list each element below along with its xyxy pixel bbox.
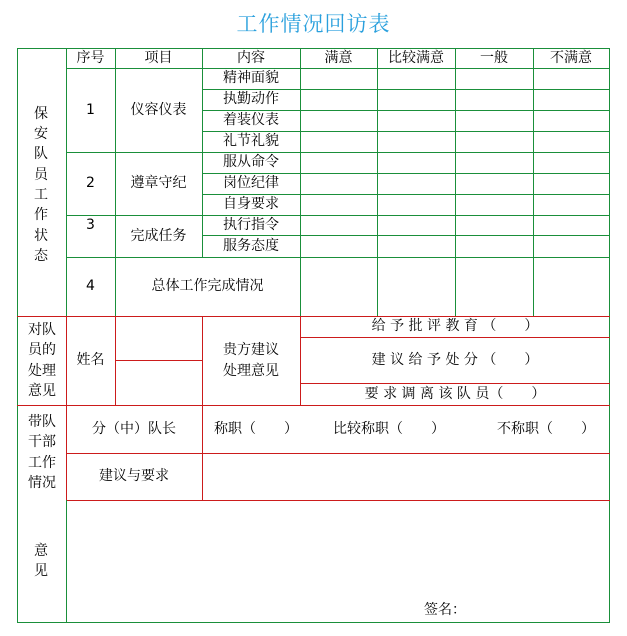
header-unsatisfied: 不满意 [550, 49, 592, 66]
section2-label: 对队员的处理意见 [28, 321, 56, 399]
suggestion-label: 建议与要求 [99, 468, 169, 485]
leader-label: 分（中）队长 [92, 420, 176, 437]
group4-item: 总体工作完成情况 [151, 278, 264, 295]
header-fairly-satisfied: 比较满意 [388, 49, 444, 66]
content-cell: 执勤动作 [223, 91, 279, 108]
rating-competent: 称职（ ） [214, 420, 298, 437]
content-cell: 服务态度 [223, 237, 279, 254]
signature-label: 签名： [424, 601, 466, 618]
group3-item: 完成任务 [130, 227, 187, 244]
content-cell: 岗位纪律 [223, 175, 279, 192]
option-transfer: 要 求 调 离 该 队 员（ ） [364, 385, 546, 402]
section1-label: 保安队员工作状态 [34, 105, 48, 264]
name-label: 姓名 [76, 352, 105, 369]
content-cell: 礼节礼貌 [223, 133, 279, 150]
advice-label: 贵方建议处理意见 [223, 342, 279, 379]
section3-label: 带队干部工作情况 [28, 413, 56, 491]
group1-item: 仪容仪表 [130, 101, 187, 118]
header-satisfied: 满意 [324, 49, 353, 66]
group3-seq: 3 [86, 216, 95, 233]
group4-seq: 4 [86, 278, 95, 295]
option-punish: 建 议 给 予 处 分 （ ） [371, 351, 539, 368]
content-cell: 服从命令 [223, 154, 279, 171]
section4-label: 意见 [34, 542, 48, 579]
header-item: 项目 [144, 49, 173, 66]
content-cell: 自身要求 [223, 196, 279, 213]
header-seq: 序号 [76, 49, 105, 66]
content-cell: 精神面貌 [223, 70, 279, 87]
rating-incompetent: 不称职（ ） [497, 420, 595, 437]
option-criticize: 给 予 批 评 教 育 （ ） [371, 318, 539, 335]
content-cell: 着装仪表 [223, 112, 279, 129]
rating-fairly-competent: 比较称职（ ） [333, 420, 445, 437]
group2-item: 遵章守纪 [130, 175, 187, 192]
group2-seq: 2 [86, 175, 95, 192]
header-content: 内容 [237, 49, 265, 66]
group1-seq: 1 [86, 101, 95, 118]
page-title: 工作情况回访表 [236, 12, 391, 36]
header-average: 一般 [480, 49, 508, 66]
content-cell: 执行指令 [223, 216, 279, 233]
